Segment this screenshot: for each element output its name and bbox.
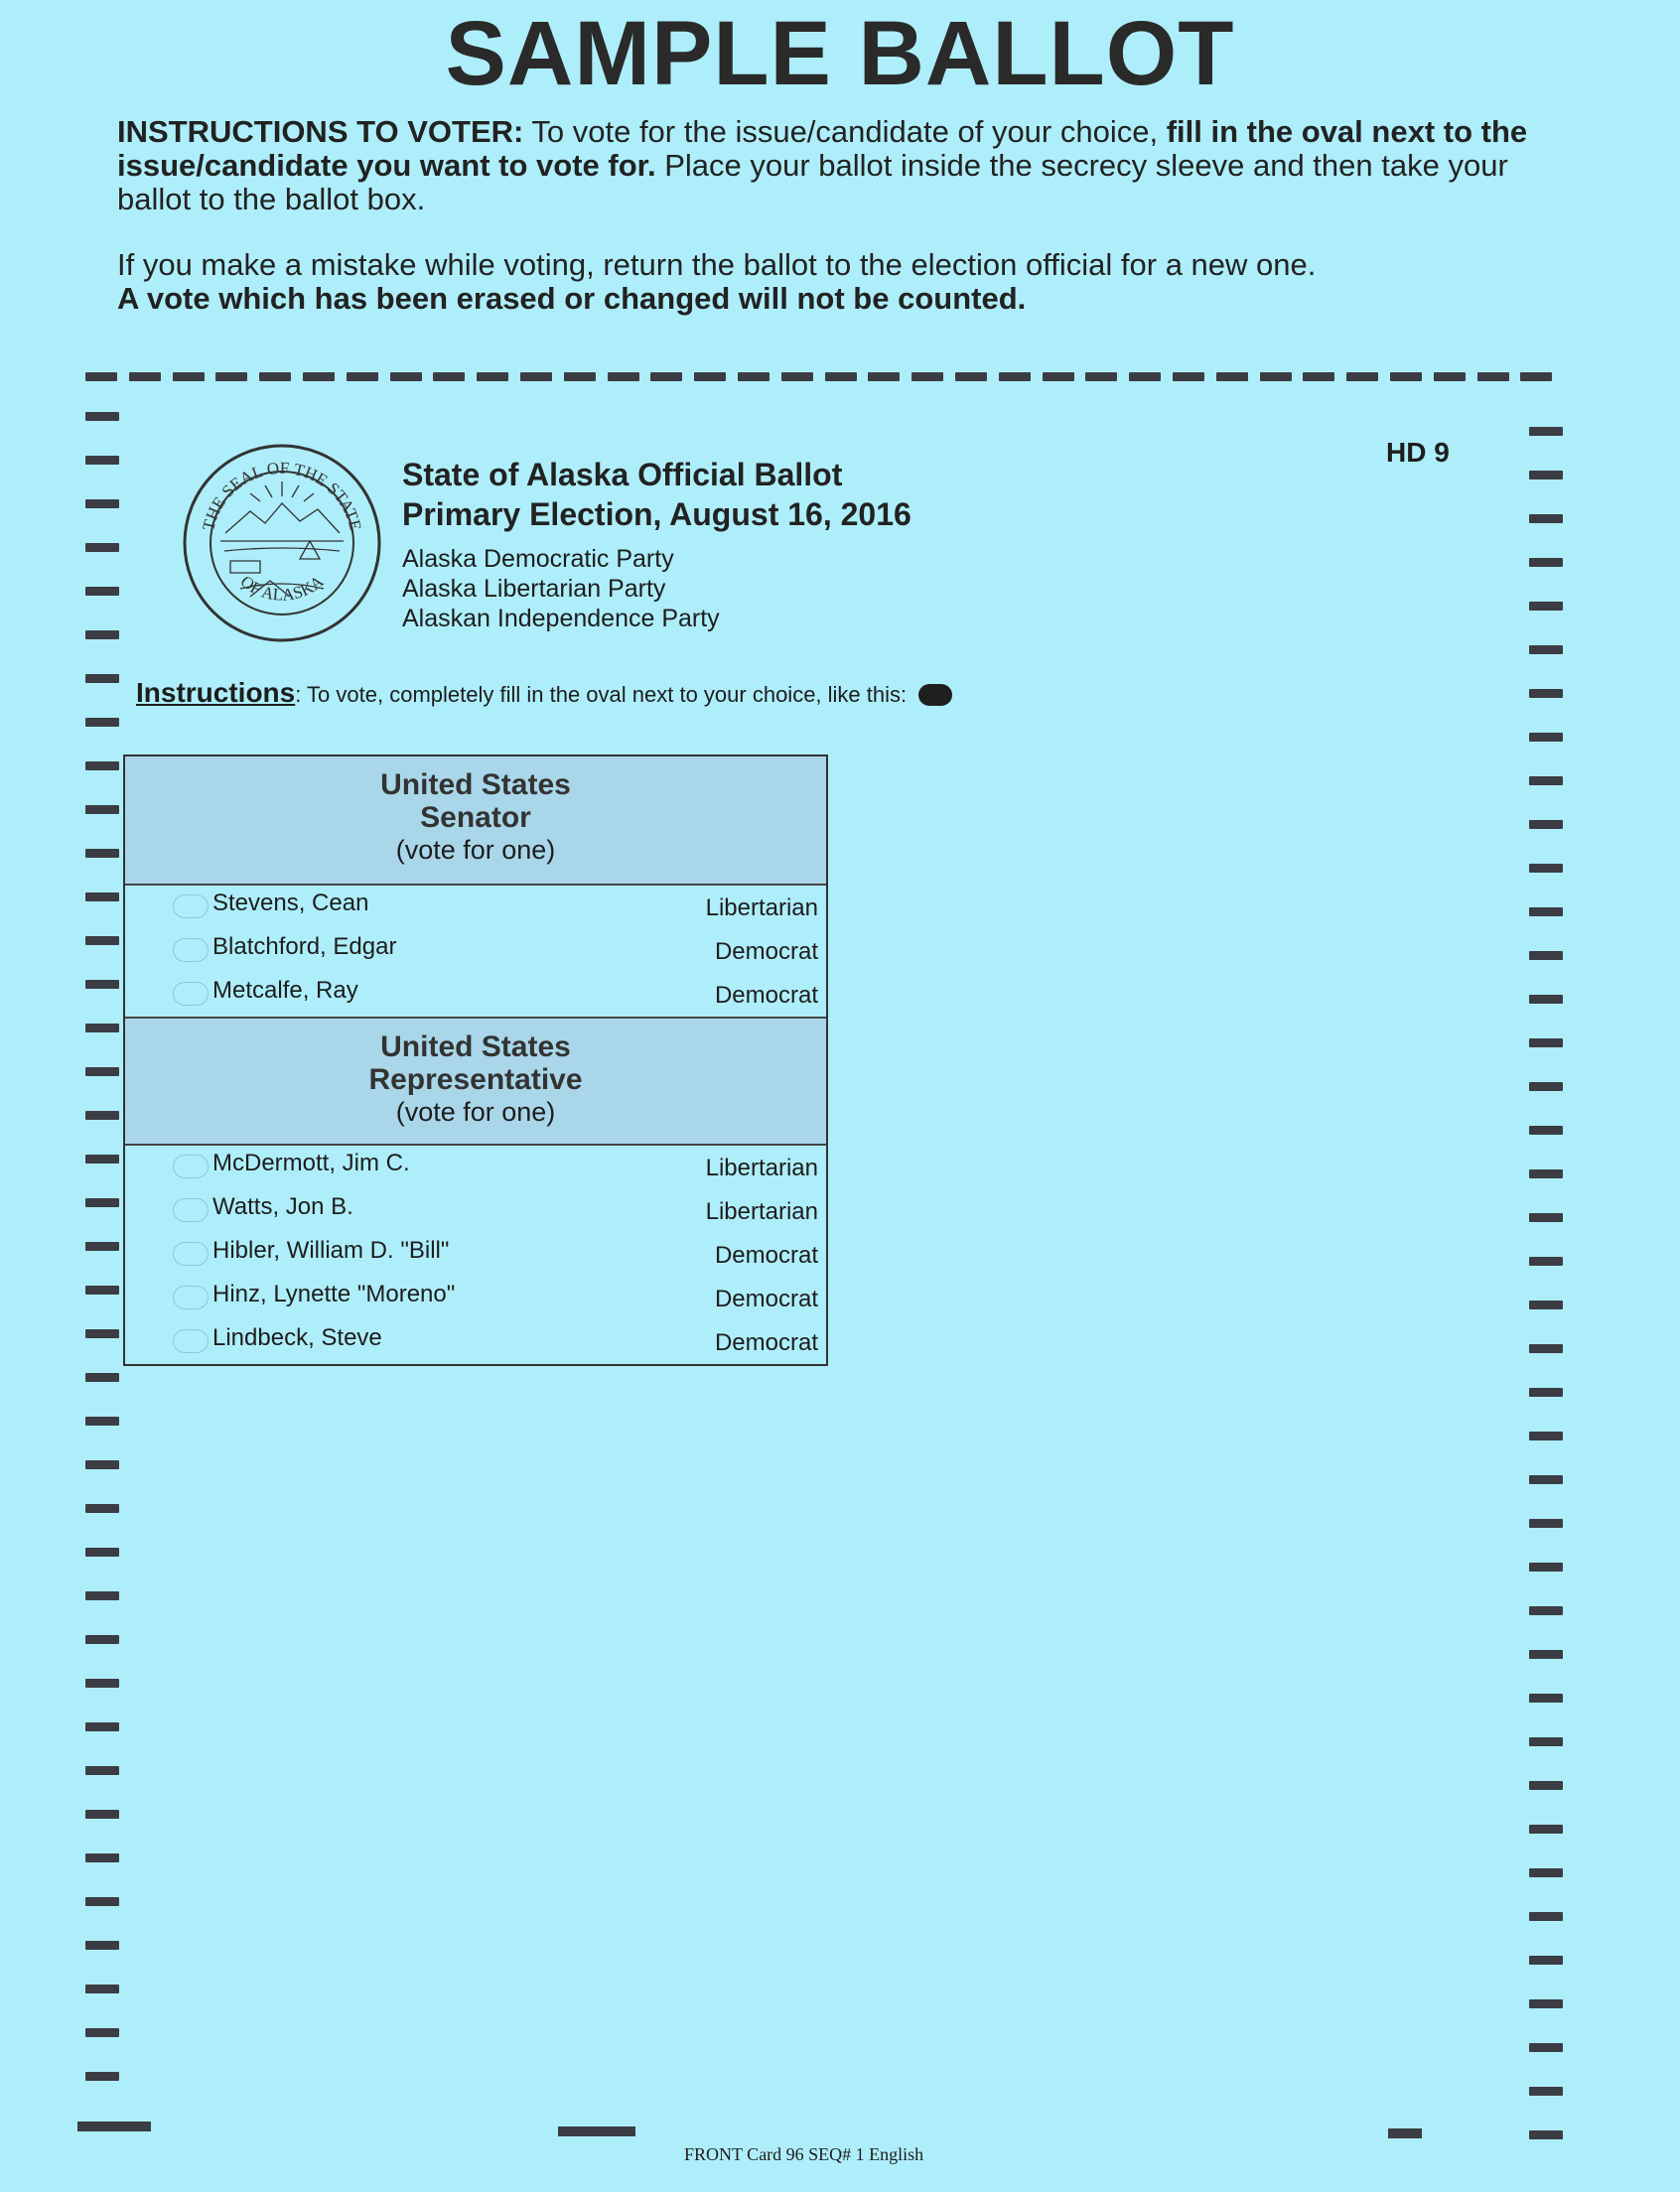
timing-mark [85,456,119,465]
timing-mark [85,1373,119,1382]
timing-mark [85,718,119,727]
seal-text-top: THE SEAL OF THE STATE [199,458,365,533]
timing-mark [85,1548,119,1557]
party-item: Alaska Libertarian Party [402,575,666,603]
candidate-row[interactable] [125,1146,826,1189]
vote-oval[interactable] [173,1155,209,1178]
timing-mark [1529,558,1563,567]
timing-mark [85,1504,119,1513]
contest-office: Senator [420,801,531,834]
timing-mark [347,372,378,381]
candidate-party: Democrat [714,938,818,965]
election-name: Primary Election, August 16, 2016 [402,496,911,532]
contest-title: United States [380,768,571,801]
timing-mark [1529,427,1563,436]
candidate-row[interactable] [125,1189,826,1233]
candidate-party: Libertarian [705,894,818,921]
timing-mark [1390,372,1422,381]
party-item: Alaskan Independence Party [402,605,720,632]
voter-instructions [117,115,1577,216]
timing-mark [1529,864,1563,873]
instructions-label: Instructions [136,677,296,708]
timing-mark [1520,372,1552,381]
vote-oval[interactable] [173,1242,209,1266]
timing-mark [1529,1388,1563,1397]
timing-mark [433,372,465,381]
timing-mark [85,1941,119,1950]
timing-mark [1529,1082,1563,1091]
timing-mark [608,372,639,381]
party-list [402,544,911,633]
timing-mark [1529,1038,1563,1047]
timing-mark [85,1286,119,1295]
contest-vote-note: (vote for one) [395,1097,556,1127]
timing-mark [85,1460,119,1469]
candidate-party: Libertarian [705,1155,818,1181]
filled-oval-example-icon [918,684,952,706]
timing-mark [1529,1868,1563,1877]
timing-mark [85,936,119,945]
mistake-warning: A vote which has been erased or changed will not be counted. [117,281,1027,316]
instructions-text-2: Place your ballot inside the secrecy sleeve and then take your ballot to the ballot box. [117,148,1508,216]
timing-mark [1477,372,1509,381]
party-item: Alaska Democratic Party [402,545,674,573]
timing-mark [85,1591,119,1600]
contest-office: Representative [368,1063,583,1096]
timing-mark [85,1417,119,1426]
candidate-name: Watts, Jon B. [212,1193,353,1220]
candidate-name: Stevens, Cean [212,890,369,916]
vote-oval[interactable] [173,1198,209,1222]
timing-mark [1529,1432,1563,1440]
candidate-party: Libertarian [705,1198,818,1225]
timing-mark [1529,2130,1563,2139]
timing-mark [1043,372,1074,381]
timing-mark [1085,372,1117,381]
candidate-name: Hibler, William D. "Bill" [212,1237,450,1264]
timing-mark [303,372,335,381]
timing-mark [1303,372,1334,381]
timing-mark [85,1810,119,1819]
timing-mark [1529,1912,1563,1921]
timing-mark [1529,1606,1563,1615]
contest-header-senator [125,756,826,886]
candidate-party: Democrat [714,1329,818,1356]
timing-mark [1529,2087,1563,2096]
timing-mark [1529,1563,1563,1572]
timing-mark [1529,820,1563,829]
timing-mark [911,372,943,381]
timing-mark [85,1329,119,1338]
timing-mark [259,372,291,381]
timing-mark [1529,602,1563,611]
timing-mark [85,1853,119,1862]
candidate-name: Lindbeck, Steve [212,1324,382,1351]
timing-mark [85,761,119,770]
timing-mark [85,2072,119,2081]
timing-mark [1529,1737,1563,1746]
timing-mark [1529,951,1563,960]
candidate-name: Blatchford, Edgar [212,933,397,960]
timing-mark [85,805,119,814]
vote-oval[interactable] [173,1329,209,1353]
timing-mark [1216,372,1248,381]
timing-mark [558,2126,635,2136]
timing-mark [1529,1213,1563,1222]
timing-mark [477,372,508,381]
timing-mark [1529,1344,1563,1353]
timing-mark [85,543,119,552]
timing-mark [694,372,726,381]
contest-header-representative [125,1017,826,1146]
timing-mark [85,372,117,381]
timing-mark [129,372,161,381]
timing-mark [1529,1519,1563,1528]
timing-mark [85,1198,119,1207]
vote-oval[interactable] [173,938,209,962]
timing-mark [1529,1257,1563,1266]
timing-mark [1529,1694,1563,1703]
vote-oval[interactable] [173,982,209,1006]
timing-mark [1529,645,1563,654]
timing-mark [85,1635,119,1644]
timing-mark [825,372,857,381]
instructions-lead: INSTRUCTIONS TO VOTER: [117,114,524,149]
timing-mark [520,372,552,381]
timing-mark [85,980,119,989]
candidate-row[interactable] [125,929,826,973]
timing-mark [1529,471,1563,480]
page-title: SAMPLE BALLOT [445,3,1235,104]
timing-mark [1388,2128,1422,2138]
timing-mark [85,1766,119,1775]
timing-mark [650,372,682,381]
timing-mark [85,1242,119,1251]
timing-mark [1529,907,1563,916]
timing-mark [85,1897,119,1906]
timing-mark [85,1985,119,1993]
timing-mark [215,372,247,381]
timing-mark [85,499,119,508]
timing-mark [1529,995,1563,1004]
timing-mark [85,849,119,858]
timing-mark [738,372,770,381]
instructions-line-text: : To vote, completely fill in the oval next to your choice, like this: [295,682,908,707]
timing-mark [955,372,987,381]
timing-mark [85,1111,119,1120]
timing-mark [85,892,119,901]
candidate-party: Democrat [714,982,818,1009]
candidate-name: Hinz, Lynette "Moreno" [212,1281,456,1307]
ballot-header [402,455,911,633]
timing-mark [1529,1781,1563,1790]
timing-mark [1529,1301,1563,1309]
contest-title: United States [380,1030,571,1063]
timing-mark [390,372,422,381]
timing-mark [1529,776,1563,785]
timing-mark [1260,372,1292,381]
timing-mark [1529,1956,1563,1965]
candidate-party: Democrat [714,1242,818,1269]
timing-mark [1129,372,1161,381]
timing-mark [85,2028,119,2037]
candidate-row[interactable] [125,1277,826,1320]
timing-mark [85,1024,119,1032]
timing-mark [173,372,205,381]
instructions-text: To vote for the issue/candidate of your choice, [523,114,1167,149]
card-footer: FRONT Card 96 SEQ# 1 English [684,2144,924,2164]
seal-text-bottom: OF ALASKA [236,571,328,605]
timing-mark [868,372,900,381]
timing-mark [1346,372,1378,381]
timing-mark [781,372,813,381]
contest-table [123,754,828,1366]
alaska-state-seal-icon [181,442,383,644]
instructions-emphasis: fill in the oval next to the issue/candidate you want to vote for. [117,114,1528,183]
vote-oval[interactable] [173,1286,209,1309]
timing-mark [85,1679,119,1688]
candidate-row[interactable] [125,1233,826,1277]
oval-instructions [136,677,952,709]
timing-mark [85,587,119,596]
candidate-name: Metcalfe, Ray [212,977,358,1004]
timing-mark [1529,1650,1563,1659]
mistake-text: If you make a mistake while voting, return the ballot to the election official for a new one. [117,247,1317,282]
timing-mark [1529,1825,1563,1834]
candidate-party: Democrat [714,1286,818,1312]
timing-mark [85,674,119,683]
timing-mark [1529,2043,1563,2052]
candidate-row[interactable] [125,886,826,929]
timing-mark [77,2122,151,2131]
mistake-instructions [117,248,1577,316]
candidate-row[interactable] [125,973,826,1017]
timing-mark [564,372,596,381]
timing-mark [1529,1126,1563,1135]
candidate-row[interactable] [125,1320,826,1364]
timing-marks-top [85,372,1525,382]
district-label: HD 9 [1386,437,1450,468]
timing-mark [1529,514,1563,523]
timing-mark [85,1067,119,1076]
timing-mark [1529,1999,1563,2008]
timing-mark [85,412,119,421]
timing-mark [1529,689,1563,698]
candidate-name: McDermott, Jim C. [212,1150,410,1176]
timing-mark [85,630,119,639]
timing-mark [1529,1169,1563,1178]
vote-oval[interactable] [173,894,209,918]
timing-mark [85,1722,119,1731]
contest-vote-note: (vote for one) [395,835,556,865]
timing-mark [85,1155,119,1164]
timing-mark [1529,1475,1563,1484]
timing-mark [1529,733,1563,742]
timing-mark [1434,372,1466,381]
timing-mark [999,372,1031,381]
ballot-title: State of Alaska Official Ballot [402,457,843,492]
timing-mark [1173,372,1204,381]
